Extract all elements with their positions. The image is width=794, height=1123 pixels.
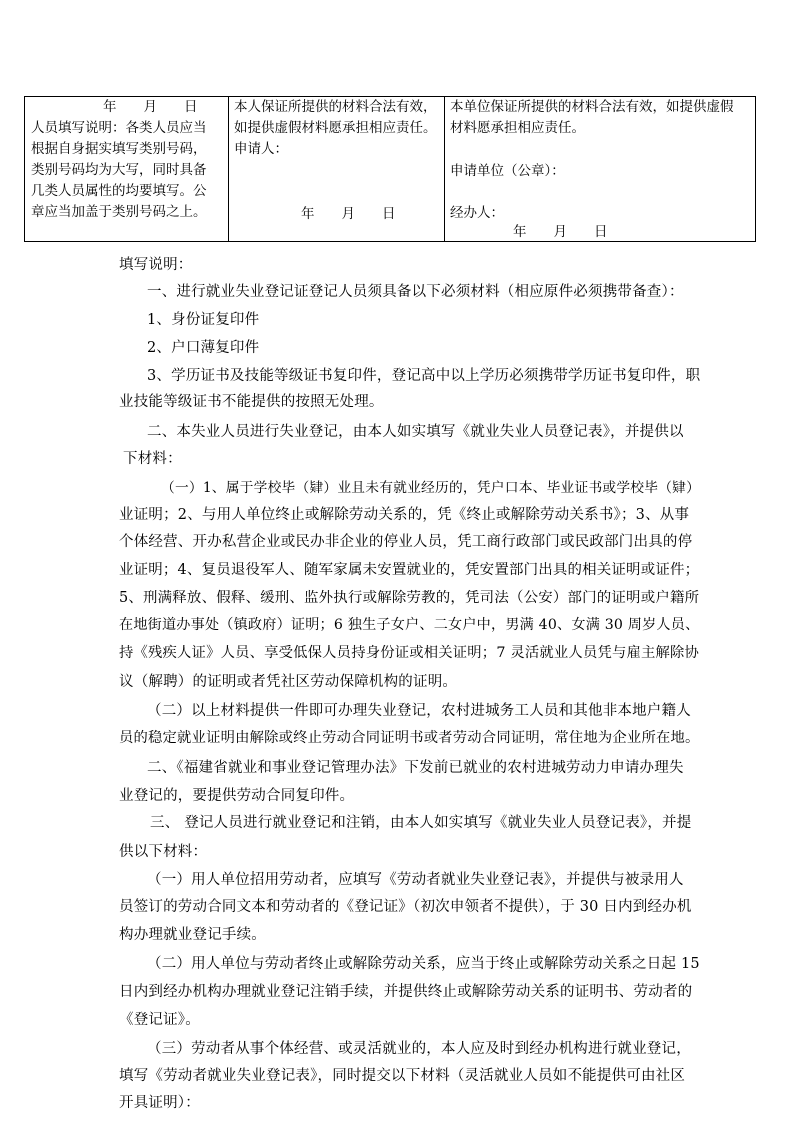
applicant-pledge-cell	[229, 97, 445, 241]
unit-pledge-cell	[445, 97, 755, 241]
instruction-line: 根据自身据实填写类别号码，	[31, 141, 207, 157]
date-line: 年 月 日	[513, 224, 608, 240]
signature-table	[24, 96, 756, 242]
paragraph-line: 供以下材料：	[119, 844, 208, 860]
paragraph-line: 构办理就业登记手续。	[119, 927, 266, 943]
paragraph-line: 日内到经办机构办理就业登记注销手续，并提供终止或解除劳动关系的证明书、劳动者的	[119, 984, 693, 1000]
pledge-line: 本人保证所提供的材料合法有效，	[234, 99, 437, 115]
instruction-line: 章应当加盖于类别号码之上。	[31, 204, 207, 220]
paragraph-line: 二、本失业人员进行失业登记，由本人如实填写《就业失业人员登记表》，并提供以	[147, 424, 684, 440]
paragraph-line: 业证明；4、复员退役军人、随军家属未安置就业的，凭安置部门出具的相关证明或证件；	[119, 562, 700, 578]
applicant-unit-label: 申请单位（公章）：	[450, 163, 565, 179]
instruction-cell	[25, 97, 229, 241]
paragraph-line: 2、户口薄复印件	[147, 340, 260, 356]
paragraph-line: 员的稳定就业证明由解除或终止劳动合同证明书或者劳动合同证明，常住地为企业所在地。	[119, 730, 700, 746]
paragraph-line: （一）1、属于学校毕（肄）业且未有就业经历的，凭户口本、毕业证书或学校毕（肄）	[161, 480, 701, 496]
instruction-line: 几类人员属性的均要填写。公	[31, 183, 207, 199]
paragraph-line: 1、身份证复印件	[147, 312, 260, 328]
paragraph-line: 员签订的劳动合同文本和劳动者的《登记证》（初次申领者不提供），于 30 日内到经办机	[119, 899, 692, 915]
paragraph-line: 业登记的，要提供劳动合同复印件。	[119, 788, 355, 804]
paragraph-line: 三、 登记人员进行就业登记和注销，由本人如实填写《就业失业人员登记表》，并提	[150, 815, 692, 831]
paragraph-line: 在地街道办事处（镇政府）证明；6 独生子女户、二女户中，男满 40、女满 30 周岁人员、	[119, 617, 700, 633]
date-line: 年 月 日	[301, 206, 396, 222]
paragraph-line: （二）以上材料提供一件即可办理失业登记，农村进城务工人员和其他非本地户籍人	[147, 703, 691, 719]
paragraph-line: （二）用人单位与劳动者终止或解除劳动关系，应当于终止或解除劳动关系之日起 15	[147, 956, 700, 972]
paragraph-line: 3、学历证书及技能等级证书复印件，登记高中以上学历必须携带学历证书复印件，职	[147, 368, 701, 384]
paragraph-line: 个体经营、开办私营企业或民办非企业的停业人员，凭工商行政部门或民政部门出具的停	[119, 534, 693, 550]
pledge-line: 材料愿承担相应责任。	[450, 120, 585, 136]
paragraph-line: （一）用人单位招用劳动者，应填写《劳动者就业失业登记表》，并提供与被录用人	[147, 872, 684, 888]
paragraph-line: 填写《劳动者就业失业登记表》，同时提交以下材料（灵活就业人员如不能提供可由社区	[119, 1068, 686, 1084]
pledge-line: 本单位保证所提供的材料合法有效，如提供虚假	[450, 99, 734, 115]
paragraph-line: 《登记证》。	[119, 1012, 200, 1028]
instruction-line: 类别号码均为大写，同时具备	[31, 162, 207, 178]
paragraph-line: 持《残疾人证》人员、享受低保人员持身份证或相关证明；7 灵活就业人员凭与雇主解除协	[119, 645, 700, 661]
paragraph-line: 业技能等级证书不能提供的按照无处理。	[119, 394, 384, 410]
paragraph-line: 开具证明）：	[119, 1095, 200, 1111]
paragraph-line: （三）劳动者从事个体经营、或灵活就业的，本人应及时到经办机构进行就业登记，	[147, 1041, 691, 1057]
instruction-line: 人员填写说明：各类人员应当	[31, 120, 207, 136]
paragraph-line: 5、刑满释放、假释、缓刑、监外执行或解除劳教的，凭司法（公安）部门的证明或户籍所	[119, 590, 700, 606]
paragraph-line: 业证明；2、与用人单位终止或解除劳动关系的，凭《终止或解除劳动关系书》；3、从事	[119, 507, 690, 523]
paragraph-line: 下材料：	[123, 451, 182, 467]
paragraph-line: 议（解聘）的证明或者凭社区劳动保障机构的证明。	[119, 674, 458, 690]
date-line: 年 月 日	[103, 99, 198, 115]
handler-label: 经办人：	[450, 205, 504, 221]
applicant-label: 申请人：	[234, 141, 288, 157]
pledge-line: 如提供虚假材料愿承担相应责任。	[234, 120, 437, 136]
section-heading: 填写说明：	[119, 257, 193, 273]
paragraph-line: 一、进行就业失业登记证登记人员须具备以下必须材料（相应原件必须携带备查）：	[147, 284, 684, 300]
paragraph-line: 二、《福建省就业和事业登记管理办法》下发前已就业的农村进城劳动力申请办理失	[147, 760, 684, 776]
